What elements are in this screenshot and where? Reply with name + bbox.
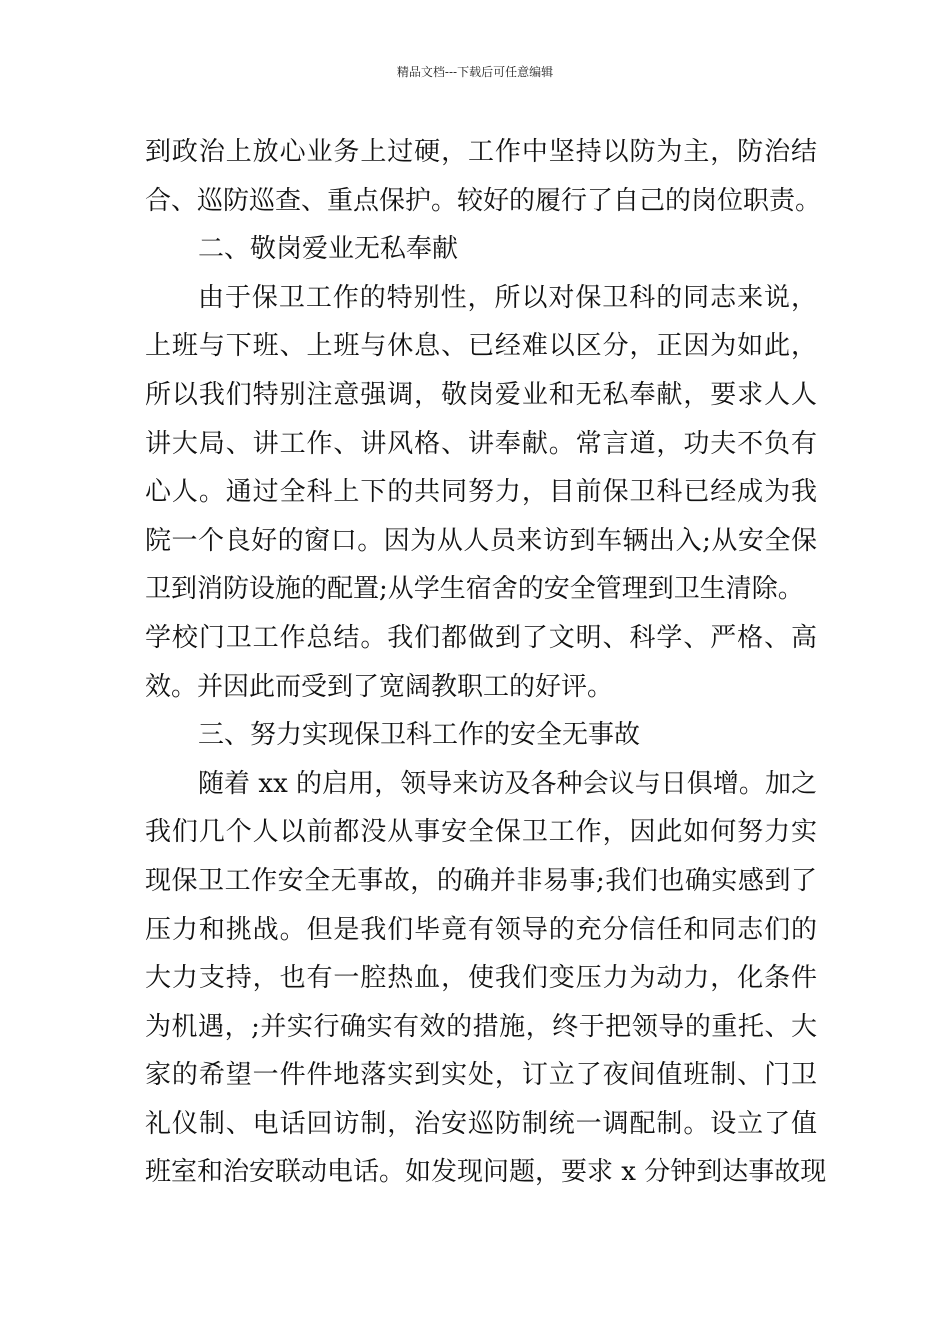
paragraph-line: 现保卫工作安全无事故，的确并非易事;我们也确实感到了 [145,865,817,896]
page-header: 精品文档---下载后可任意编辑 [396,65,554,79]
paragraph-line: 随着 xx 的启用，领导来访及各种会议与日俱增。加之 [198,768,817,799]
paragraph-line: 所以我们特别注意强调，敬岗爱业和无私奉献，要求人人 [145,379,817,410]
paragraph-line: 由于保卫工作的特别性，所以对保卫科的同志来说， [198,282,817,313]
paragraph-line: 家的希望一件件地落实到实处，订立了夜间值班制、门卫 [145,1060,817,1091]
paragraph-line: 我们几个人以前都没从事安全保卫工作，因此如何努力实 [145,817,817,848]
paragraph-line: 心人。通过全科上下的共同努力，目前保卫科已经成为我 [145,477,817,508]
paragraph-line: 上班与下班、上班与休息、已经难以区分，正因为如此， [145,331,817,362]
paragraph-line: 压力和挑战。但是我们毕竟有领导的充分信任和同志们的 [145,914,817,945]
paragraph-line: 班室和治安联动电话。如发现问题，要求 x 分钟到达事故现 [145,1157,827,1188]
section-heading: 二、敬岗爱业无私奉献 [198,234,459,265]
paragraph-line: 大力支持，也有一腔热血，使我们变压力为动力，化条件 [145,963,817,994]
document-body [145,128,827,1197]
paragraph-line: 到政治上放心业务上过硬，工作中坚持以防为主，防治结 [145,137,817,167]
paragraph-line: 礼仪制、电话回访制，治安巡防制统一调配制。设立了值 [145,1108,817,1139]
paragraph-line: 讲大局、讲工作、讲风格、讲奉献。常言道，功夫不负有 [145,428,817,459]
paragraph-line: 院一个良好的窗口。因为从人员来访到车辆出入;从安全保 [145,525,817,556]
paragraph-line: 为机遇，;并实行确实有效的措施，终于把领导的重托、大 [145,1011,817,1042]
paragraph-line: 效。并因此而受到了宽阔教职工的好评。 [145,671,614,702]
paragraph-line: 合、巡防巡查、重点保护。较好的履行了自己的岗位职责。 [145,185,822,216]
section-heading: 三、努力实现保卫科工作的安全无事故 [198,720,641,751]
paragraph-line: 学校门卫工作总结。我们都做到了文明、科学、严格、高 [145,622,817,653]
paragraph-line: 卫到消防设施的配置;从学生宿舍的安全管理到卫生清除。 [145,574,804,605]
